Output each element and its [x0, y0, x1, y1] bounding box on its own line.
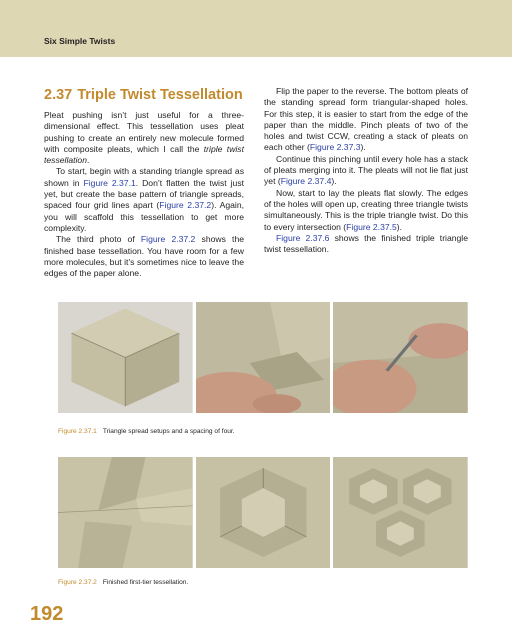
figure-link[interactable]: Figure 2.37.6	[276, 232, 330, 243]
paragraph: Figure 2.37.6 shows the finished triple triangle twist tessellation.	[264, 232, 468, 255]
figure-caption	[58, 579, 188, 586]
figure-label: Figure 2.37.2	[58, 579, 97, 586]
term-italic: triple twist tessellation	[44, 143, 244, 166]
figure-2-37-2-photos	[58, 457, 468, 568]
section-title	[44, 86, 244, 104]
page-number: 192	[30, 603, 64, 625]
photo-grid-spreads	[58, 457, 193, 568]
paragraph: Pleat pushing isn’t just useful for a three-dimensional effect. This tessellation uses pleat pushing to create an entirely new molecule formed with composite pleats, which I call the triple twist tessellation.	[44, 110, 244, 166]
figure-2-37-1-photos	[58, 302, 468, 413]
figure-link[interactable]: Figure 2.37.5	[346, 221, 397, 232]
figure-caption	[58, 428, 235, 435]
paragraph: Flip the paper to the reverse. The bottom pleats of the standing spread form triangular-shaped holes. For this step, it is easier to start from the edge of the paper than the middle. Pinch pleats of two of the holes and twist CCW, creating a stack of pleats on each other (Figure 2.37.3).	[264, 86, 468, 153]
header-band	[0, 0, 512, 57]
caption-text: Finished first-tier tessellation.	[102, 579, 189, 586]
photo-tweezers	[333, 302, 468, 413]
left-column	[44, 86, 244, 279]
figure-link[interactable]: Figure 2.37.2	[140, 234, 196, 245]
figure-link[interactable]: Figure 2.37.4	[280, 176, 332, 187]
paragraph: Now, start to lay the pleats flat slowly. The edges of the holes will open up, creating three triangle twists simultaneously. This is the triple triangle twist. Do this to every intersection (Figure 2.37.5).	[264, 187, 468, 232]
section-number: 2.37	[44, 87, 73, 103]
figure-label: Figure 2.37.1	[58, 428, 97, 435]
photo-finished-tessellation	[333, 457, 468, 568]
photo-folding-hands	[196, 302, 331, 413]
figure-link[interactable]: Figure 2.37.1	[83, 177, 136, 188]
figure-link[interactable]: Figure 2.37.2	[159, 200, 212, 211]
photo-hexagon-molecule	[196, 457, 331, 568]
section-title-text: Triple Twist Tessellation	[77, 87, 243, 103]
right-column	[264, 86, 468, 255]
photo-hexagon-twist	[58, 302, 193, 413]
figure-link[interactable]: Figure 2.37.3	[309, 142, 361, 153]
running-head: Six Simple Twists	[44, 36, 116, 46]
paragraph: To start, begin with a standing triangle spread as shown in Figure 2.37.1. Don’t flatten the twist just yet, but create the base pattern of triangle spreads, spaced four grid lines apart (Figure 2.37.2). Again, you will scaffold this tessellation to get more complexity.	[44, 166, 245, 233]
paragraph: Continue this pinching until every hole has a stack of pleats merging into it. The pleats will not lie flat just yet (Figure 2.37.4).	[264, 153, 468, 187]
paragraph: The third photo of Figure 2.37.2 shows the finished base tessellation. You have room for a few more molecules, but it’s sometimes nice to leave the edges of the paper alone.	[44, 234, 245, 279]
caption-text: Triangle spread setups and a spacing of four.	[102, 428, 235, 435]
